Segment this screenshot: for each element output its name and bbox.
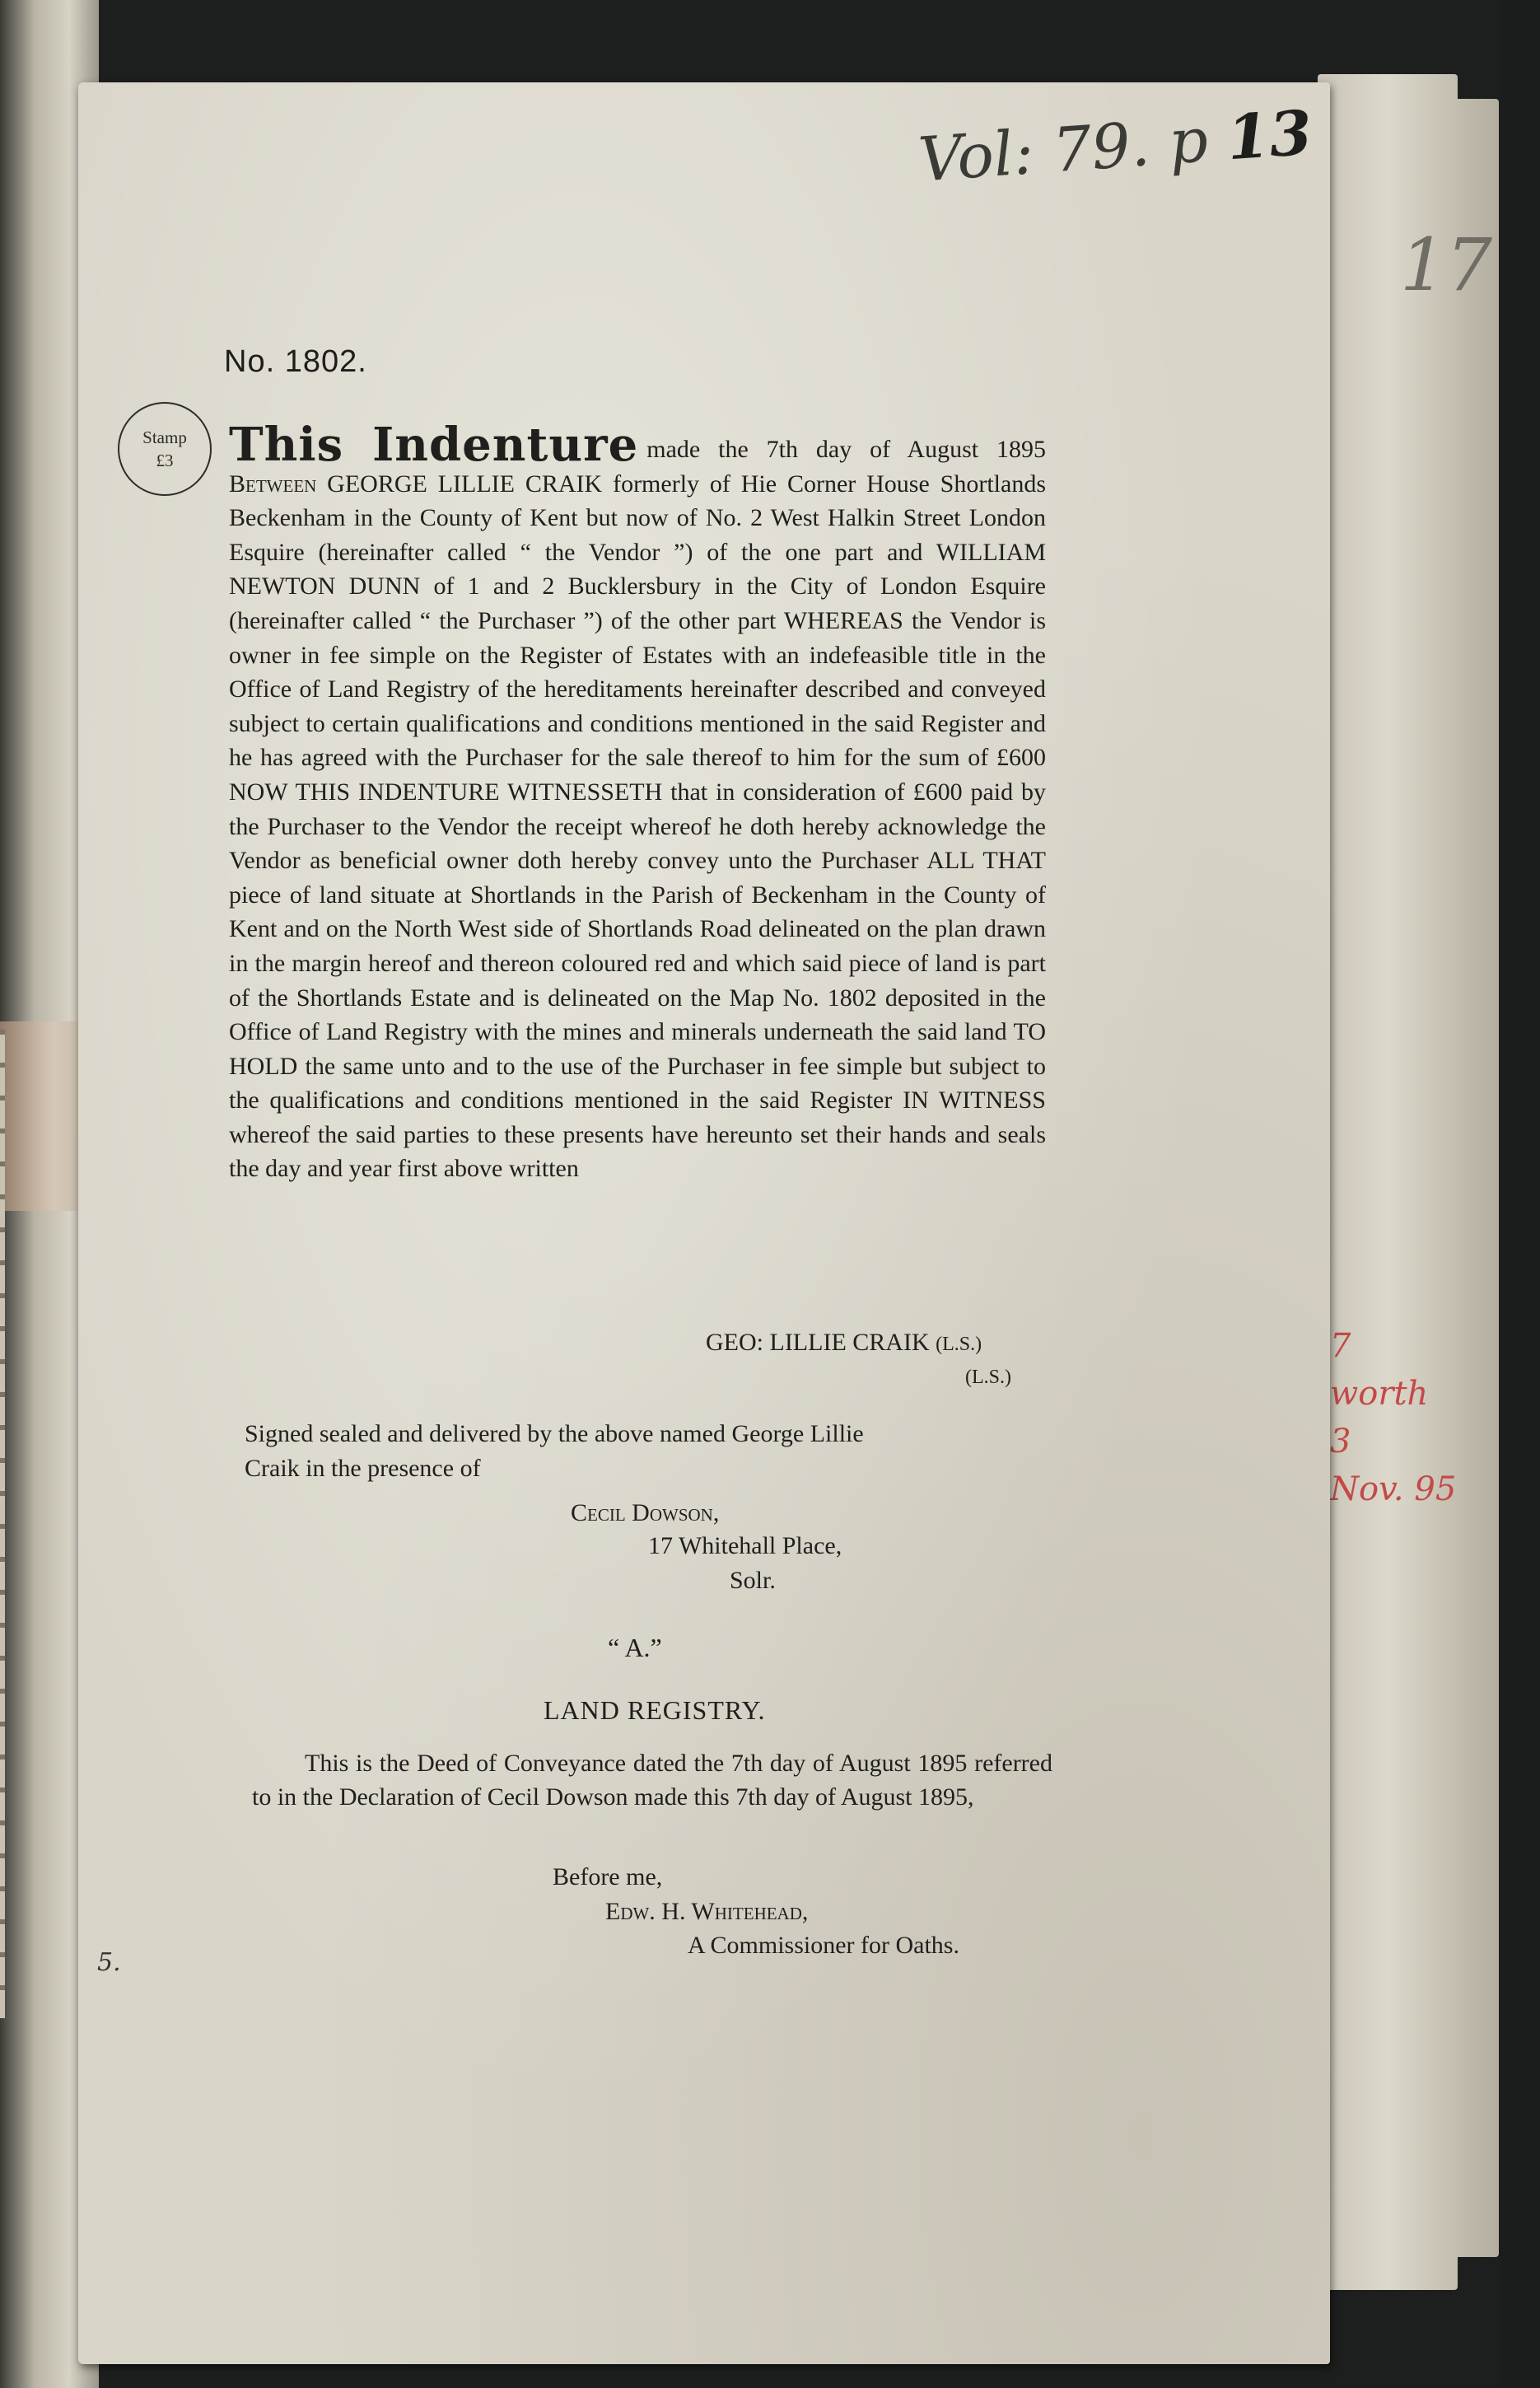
signature-line [706,1329,982,1357]
deed-number: No. 1802. [224,344,367,379]
commissioner-name: Edw. H. Whitehead, [605,1898,809,1925]
body-between: Between [229,470,317,498]
stamp-seal [118,402,212,496]
body-opening: made the 7th day of August 1895 [646,436,1047,463]
witness-title: Solr. [730,1567,776,1594]
binding-stitches [0,1030,5,2018]
seal-mark: (L.S.) [936,1334,982,1355]
attestation-clause: Signed sealed and delivered by the above named George Lillie Craik in the presence of [245,1420,864,1482]
signature-name: GEO: LILLIE CRAIK [706,1329,936,1356]
handwritten-side-number: 17 [1400,222,1492,307]
margin-note-line: 3 [1330,1423,1351,1460]
land-registry-title: LAND REGISTRY. [544,1695,766,1725]
commissioner-title: A Commissioner for Oaths. [688,1932,959,1959]
exhibit-mark: “ A.” [608,1633,662,1662]
indenture-body [229,418,1047,1186]
before-me: Before me, [553,1863,663,1890]
body-text: GEORGE LILLIE CRAIK formerly of Hie Corner House Shortlands Beckenham in the County of Kent but now of No. 2 West Halkin Street London Esquire (hereinafter called “ the Vendor ”) of the one part and WILLIAM NEWTON DUNN of 1 and 2 Bucklersbury in the City of London Esquire (hereinafter called “ the Purchaser ”) of the other part WHEREAS the Vendor is owner in fee simple on the Register of Estates with an indefeasible title in the Office of Land Registry of the hereditaments hereinafter described and conveyed subject to certain qualifications and conditions mentioned in the said Register and he has agreed with the Purchaser for the sale thereof to him for the sum of £600 NOW THIS INDENTURE WITNESSETH that in consideration of £600 paid by the Purchaser to the Vendor the receipt whereof he doth hereby acknowledge the Vendor as beneficial owner doth hereby convey unto the Purchaser ALL THAT piece of land situate at Shortlands in the Parish of Beckenham in the County of Kent and on the North West side of Shortlands Road delineated on the plan drawn in the margin hereof and thereon coloured red and which said piece of land is part of the Shortlands Estate and is delineated on the Map No. 1802 deposited in the Office of Land Registry with the mines and minerals underneath the said land TO HOLD the same unto and to the use of the Purchaser in fee simple but subject to the qualifications and conditions mentioned in the said Register IN WITNESS whereof the said parties to these presents have hereunto set their hands and seals the day and year first above written [229,470,1046,1183]
stamp-value: £3 [156,451,174,470]
underlying-sheets-front [1318,74,1458,2290]
volume-text: Vol: 79. p [916,105,1211,196]
registry-statement: This is the Deed of Conveyance dated the 7th day of August 1895 referred to in the Declaration of Cecil Dowson made this 7th day of August 1895, [252,1750,1052,1811]
binding-strip [0,1021,91,1211]
margin-note-line: 7 [1330,1327,1351,1365]
seal-mark-second: (L.S.) [965,1367,1011,1388]
book-cover-edge [1499,0,1540,2388]
margin-note-line: worth [1330,1375,1429,1413]
indenture-title: This Indenture [229,418,639,472]
witness-name: Cecil Dowson, [571,1499,720,1526]
stamp-label: Stamp [142,428,187,447]
witness-address: 17 Whitehall Place, [648,1532,842,1559]
page-number: 13 [1225,97,1314,175]
margin-note-line: Nov. 95 [1330,1470,1457,1508]
handwritten-margin-mark: 5. [97,1948,121,1977]
red-margin-note [1330,1322,1457,1513]
